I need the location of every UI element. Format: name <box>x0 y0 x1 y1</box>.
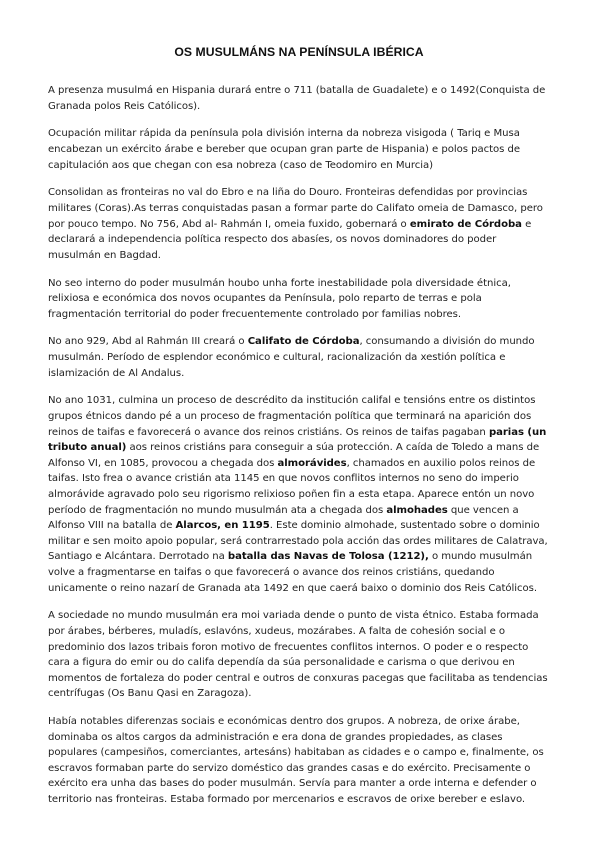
text-run: . Este dominio almohade, sustentado sobre o dominio militar e sen moito apoio popular, será contrarrestado pola acción das ordes militares de Calatrava, Santiago e Alcántara. Derrotado na <box>48 520 548 563</box>
emphasis-almohades: almohades <box>386 504 448 516</box>
text-run: Consolidan as fronteiras no val do Ebro e na liña do Douro. Fronteiras defendidas por provincias militares (Coras).As terras conquistadas pasan a formar parte do Califato omeia de Damasco, pero por pouco tempo. No 756, Abd al- Rahmán I, omeia fuxido, gobernará o <box>48 187 543 230</box>
emphasis-caliphate: Califato de Córdoba <box>247 336 360 348</box>
emphasis-emirate: emirato de Córdoba <box>409 218 522 230</box>
text-run: , chamados en auxilio polos reinos de taifas. Isto frea o avance cristián ata 1145 en que novos conflitos internos no seno do imperio almorávide agravado polo seu rigorismo relixioso poñen fin a esta etapa. Aparece entón un novo período de fragmentación no mundo musulmán ata a chegada dos <box>48 457 536 516</box>
paragraph-emirate <box>48 185 550 263</box>
emphasis-almoravides: almorávides <box>277 457 347 469</box>
paragraph-social-differences: Había notables diferenzas sociais e económicas dentro dos grupos. A nobreza, de orixe árabe, dominaba os altos cargos da administración e era dona de grandes propiedades, as clases populares (campesiños, comerciantes, artesáns) habitaban as cidades e o campo e, finalmente, os escravos formaban parte do servizo doméstico das grandes casas e do exército. Precisamente o exército era unha das bases do poder musulmán. Servía para manter a orde interna e defender o territorio nas fronteiras. Estaba formado por mercenarios e escravos de orixe bereber e eslavo. <box>48 716 544 806</box>
emphasis-navas-de-tolosa: batalla das Navas de Tolosa (1212), <box>227 551 429 563</box>
paragraph-intro: A presenza musulmá en Hispania durará entre o 711 (batalla de Guadalete) e o 1492(Conquista de Granada polos Reis Católicos). <box>48 85 546 112</box>
paragraph-instability: No seo interno do poder musulmán houbo unha forte inestabilidade pola diversidade étnica, relixiosa e económica dos novos ocupantes da Península, polo reparto de terras e pola fragmentación territorial do poder frecuentemente controlado por familias nobres. <box>48 277 511 320</box>
text-run: aos reinos cristiáns para conseguir a súa protección. A caída de Toledo a mans de Alfonso VI, en 1085, provocou a chegada dos <box>48 442 540 469</box>
emphasis-alarcos: Alarcos, en 1195 <box>175 520 270 532</box>
text-run: No ano 929, Abd al Rahmán III creará o <box>48 336 248 348</box>
emphasis-parias: parias (un tributo anual) <box>48 426 547 454</box>
text-run: No ano 1031, culmina un proceso de descrédito da institución califal e tensións entre os distintos grupos étnicos dando pé a un proceso de fragmentación política que terminará na aparición dos reinos de taifas e favorecerá o avance dos reinos cristiáns. Os reinos de taifas pagaban <box>48 395 536 438</box>
paragraph-caliphate <box>48 334 550 381</box>
paragraph-taifas <box>48 393 550 596</box>
paragraph-society: A sociedade no mundo musulmán era moi variada dende o punto de vista étnico. Estaba formada por árabes, bérberes, muladís, eslavóns, xudeus, mozárabes. A falta de cohesión social e o predominio dos lazos tribais foron motivo de frecuentes conflitos internos. O poder e o respecto cara a figura do emir ou do califa dependía da súa personalidade e carisma o que derivou en momentos de fortaleza do poder central e outros de conxuras pacegas que facilitaba as tendencias centrífugas (Os Banu Qasi en Zaragoza). <box>48 610 548 700</box>
text-run: que vencen a Alfonso VIII na batalla de <box>48 504 519 532</box>
text-run: e declarará a independencia política respecto dos abasíes, os novos dominadores do poder musulmán en Bagdad. <box>48 218 532 261</box>
text-run: o mundo musulmán volve a fragmentarse en taifas o que favorecerá o avance dos reinos cristiáns, quedando unicamente o reino nazarí de Granada ata 1492 en que caerá baixo o dominio dos Reis Católicos. <box>48 551 538 594</box>
text-run: , consumando a división do mundo musulmán. Período de esplendor económico e cultural, racionalización da xestión política e islamización de Al Andalus. <box>48 336 535 379</box>
paragraph-occupation: Ocupación militar rápida da península pola división interna da nobreza visigoda ( Tariq e Musa encabezan un exército árabe e bereber que ocupan gran parte de Hispania) e polos pactos de capitulación aos que chegan con esa nobreza (caso de Teodomiro en Murcia) <box>48 128 521 171</box>
page-title: OS MUSULMÁNS NA PENÍNSULA IBÉRICA <box>174 45 424 59</box>
